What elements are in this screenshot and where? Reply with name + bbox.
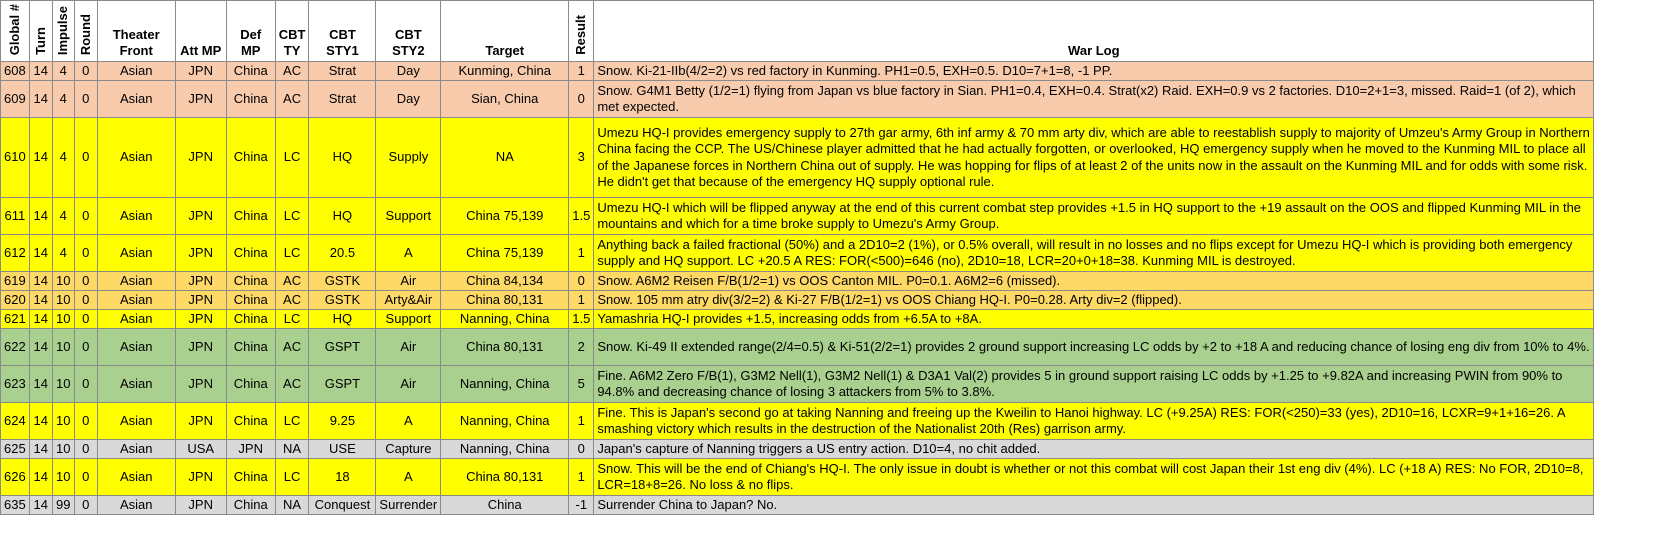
cell-impulse: 10 xyxy=(52,291,74,310)
cell-war-log: Snow. A6M2 Reisen F/B(1/2=1) vs OOS Canton MIL. P0=0.1. A6M2=6 (missed). xyxy=(594,272,1594,291)
cell-theater: Asian xyxy=(97,496,175,515)
cell-theater: Asian xyxy=(97,329,175,366)
header-theater: Theater Front xyxy=(97,1,175,62)
cell-impulse: 4 xyxy=(52,118,74,198)
cell-global: 609 xyxy=(1,81,30,118)
cell-war-log: Snow. 105 mm atry div(3/2=2) & Ki-27 F/B(1/2=1) vs OOS Chiang HQ-I. P0=0.28. Arty div=2 (flipped). xyxy=(594,291,1594,310)
cell-result: 5 xyxy=(569,366,594,403)
cell-turn: 14 xyxy=(29,81,52,118)
table-row xyxy=(1,272,1594,291)
cell-cbt-sty2: Day xyxy=(376,62,441,81)
cell-def-mp: China xyxy=(226,366,275,403)
cell-cbt-sty2: Day xyxy=(376,81,441,118)
cell-turn: 14 xyxy=(29,329,52,366)
cell-turn: 14 xyxy=(29,235,52,272)
header-war-log: War Log xyxy=(594,1,1594,62)
cell-target: China 75,139 xyxy=(441,235,569,272)
cell-cbt-sty1: GSTK xyxy=(309,291,376,310)
cell-def-mp: China xyxy=(226,81,275,118)
cell-cbt-sty1: 18 xyxy=(309,459,376,496)
cell-cbt-ty: LC xyxy=(275,310,309,329)
cell-war-log: Snow. Ki-49 II extended range(2/4=0.5) & Ki-51(2/2=1) provides 2 ground support increasing LC odds by +2 to +18 A and reducing chance of losing eng div from 10% to 4%. xyxy=(594,329,1594,366)
cell-cbt-sty1: 20.5 xyxy=(309,235,376,272)
cell-att-mp: JPN xyxy=(175,118,226,198)
cell-impulse: 10 xyxy=(52,310,74,329)
cell-result: 0 xyxy=(569,272,594,291)
cell-theater: Asian xyxy=(97,272,175,291)
table-row xyxy=(1,440,1594,459)
cell-result: 1 xyxy=(569,62,594,81)
cell-cbt-ty: NA xyxy=(275,440,309,459)
cell-cbt-sty1: Conquest xyxy=(309,496,376,515)
cell-theater: Asian xyxy=(97,459,175,496)
cell-war-log: Anything back a failed fractional (50%) and a 2D10=2 (1%), or 0.5% overall, will result in no losses and no flips except for Umezu HQ-I which is providing both emergency supply and HQ support. LC +20.5 A RES: FOR(<500)=646 (no), 2D10=18, LCR=20+0+18=38. Kunming MIL is destroyed. xyxy=(594,235,1594,272)
table-row xyxy=(1,403,1594,440)
cell-turn: 14 xyxy=(29,366,52,403)
cell-theater: Asian xyxy=(97,235,175,272)
table-row xyxy=(1,81,1594,118)
cell-target: Sian, China xyxy=(441,81,569,118)
cell-cbt-sty1: Strat xyxy=(309,81,376,118)
cell-cbt-ty: AC xyxy=(275,272,309,291)
header-round: Round xyxy=(74,1,97,62)
cell-round: 0 xyxy=(74,81,97,118)
cell-round: 0 xyxy=(74,291,97,310)
cell-cbt-sty2: Support xyxy=(376,198,441,235)
cell-turn: 14 xyxy=(29,291,52,310)
header-target: Target xyxy=(441,1,569,62)
cell-result: 1 xyxy=(569,403,594,440)
cell-cbt-ty: LC xyxy=(275,118,309,198)
cell-att-mp: JPN xyxy=(175,366,226,403)
cell-turn: 14 xyxy=(29,403,52,440)
cell-turn: 14 xyxy=(29,496,52,515)
cell-cbt-sty1: USE xyxy=(309,440,376,459)
cell-war-log: Snow. G4M1 Betty (1/2=1) flying from Japan vs blue factory in Sian. PH1=0.4, EXH=0.4. Strat(x2) Raid. EXH=0.9 vs 2 factories. D10=2+1=3, missed. Raid=1 (of 2), which met expected. xyxy=(594,81,1594,118)
table-row xyxy=(1,291,1594,310)
cell-result: 1.5 xyxy=(569,198,594,235)
cell-impulse: 4 xyxy=(52,62,74,81)
cell-global: 624 xyxy=(1,403,30,440)
cell-result: 2 xyxy=(569,329,594,366)
cell-round: 0 xyxy=(74,440,97,459)
cell-theater: Asian xyxy=(97,403,175,440)
cell-result: -1 xyxy=(569,496,594,515)
cell-att-mp: JPN xyxy=(175,81,226,118)
cell-cbt-ty: AC xyxy=(275,62,309,81)
cell-theater: Asian xyxy=(97,81,175,118)
cell-cbt-ty: LC xyxy=(275,198,309,235)
table-row xyxy=(1,366,1594,403)
cell-cbt-ty: AC xyxy=(275,81,309,118)
cell-round: 0 xyxy=(74,235,97,272)
cell-war-log: Japan's capture of Nanning triggers a US entry action. D10=4, no chit added. xyxy=(594,440,1594,459)
cell-theater: Asian xyxy=(97,198,175,235)
cell-result: 1 xyxy=(569,235,594,272)
header-cbt-sty2: CBT STY2 xyxy=(376,1,441,62)
cell-global: 622 xyxy=(1,329,30,366)
cell-round: 0 xyxy=(74,403,97,440)
cell-cbt-sty2: Capture xyxy=(376,440,441,459)
cell-att-mp: JPN xyxy=(175,272,226,291)
cell-def-mp: China xyxy=(226,272,275,291)
cell-def-mp: China xyxy=(226,496,275,515)
cell-target: Nanning, China xyxy=(441,310,569,329)
cell-turn: 14 xyxy=(29,440,52,459)
cell-theater: Asian xyxy=(97,291,175,310)
table-row xyxy=(1,198,1594,235)
cell-att-mp: JPN xyxy=(175,62,226,81)
cell-target: Kunming, China xyxy=(441,62,569,81)
cell-cbt-sty1: HQ xyxy=(309,118,376,198)
cell-theater: Asian xyxy=(97,366,175,403)
cell-impulse: 10 xyxy=(52,272,74,291)
header-turn: Turn xyxy=(29,1,52,62)
cell-global: 623 xyxy=(1,366,30,403)
cell-war-log: Umezu HQ-I provides emergency supply to 27th gar army, 6th inf army & 70 mm arty div, which are able to reestablish supply to majority of Umzeu's Army Group in Northern China facing the CCP. The US/Chinese player admitted that he had actually forgotten, or overlooked, HQ emergency supply when he moved to the Kunming MIL to place all of the Japanese forces in Northern China out of supply. He was hopping for flips of at least 2 of the units now in the assault on the Kunming MIL and for odds with some risk. He didn't get that because of the emergency HQ supply optional rule. xyxy=(594,118,1594,198)
cell-cbt-sty1: GSTK xyxy=(309,272,376,291)
cell-cbt-ty: LC xyxy=(275,235,309,272)
cell-round: 0 xyxy=(74,329,97,366)
cell-def-mp: China xyxy=(226,459,275,496)
cell-cbt-sty1: Strat xyxy=(309,62,376,81)
cell-round: 0 xyxy=(74,496,97,515)
table-row xyxy=(1,310,1594,329)
cell-def-mp: JPN xyxy=(226,440,275,459)
cell-impulse: 4 xyxy=(52,198,74,235)
cell-cbt-sty2: A xyxy=(376,403,441,440)
table-row xyxy=(1,329,1594,366)
cell-round: 0 xyxy=(74,459,97,496)
cell-att-mp: JPN xyxy=(175,459,226,496)
cell-global: 625 xyxy=(1,440,30,459)
cell-war-log: Fine. A6M2 Zero F/B(1), G3M2 Nell(1), G3M2 Nell(1) & D3A1 Val(2) provides 5 in ground support raising LC odds by +1.25 to +9.82A and increasing PWIN from 90% to 94.8% and decreasing chance of losing 3 attackers from 5% to 3.8%. xyxy=(594,366,1594,403)
cell-target: China 75,139 xyxy=(441,198,569,235)
cell-target: Nanning, China xyxy=(441,440,569,459)
cell-war-log: Umezu HQ-I which will be flipped anyway at the end of this current combat step provides +1.5 in HQ support to the +19 assault on the OOS and flipped Kunming MIL in the mountains and which for a time broke supply to Umezu's Army Group. xyxy=(594,198,1594,235)
cell-round: 0 xyxy=(74,198,97,235)
cell-turn: 14 xyxy=(29,62,52,81)
cell-turn: 14 xyxy=(29,272,52,291)
cell-att-mp: JPN xyxy=(175,310,226,329)
cell-global: 612 xyxy=(1,235,30,272)
cell-def-mp: China xyxy=(226,329,275,366)
cell-impulse: 99 xyxy=(52,496,74,515)
cell-target: China 80,131 xyxy=(441,459,569,496)
table-row xyxy=(1,496,1594,515)
cell-cbt-sty1: GSPT xyxy=(309,366,376,403)
cell-war-log: Yamashria HQ-I provides +1.5, increasing odds from +6.5A to +8A. xyxy=(594,310,1594,329)
cell-impulse: 10 xyxy=(52,440,74,459)
header-result: Result xyxy=(569,1,594,62)
table-row xyxy=(1,118,1594,198)
cell-turn: 14 xyxy=(29,459,52,496)
cell-impulse: 10 xyxy=(52,403,74,440)
cell-target: China 80,131 xyxy=(441,291,569,310)
cell-result: 0 xyxy=(569,81,594,118)
cell-target: China xyxy=(441,496,569,515)
cell-result: 1 xyxy=(569,291,594,310)
cell-att-mp: JPN xyxy=(175,198,226,235)
cell-impulse: 10 xyxy=(52,459,74,496)
cell-cbt-sty2: Air xyxy=(376,329,441,366)
cell-target: Nanning, China xyxy=(441,403,569,440)
cell-att-mp: JPN xyxy=(175,235,226,272)
cell-cbt-ty: AC xyxy=(275,366,309,403)
cell-target: China 84,134 xyxy=(441,272,569,291)
cell-global: 608 xyxy=(1,62,30,81)
cell-target: China 80,131 xyxy=(441,329,569,366)
cell-turn: 14 xyxy=(29,118,52,198)
header-impulse: Impulse xyxy=(52,1,74,62)
cell-war-log: Fine. This is Japan's second go at taking Nanning and freeing up the Kweilin to Hanoi highway. LC (+9.25A) RES: FOR(<250)=33 (yes), 2D10=16, LCXR=9+1+16=26. A smashing victory which results in the destruction of the Nationalist 20th (Res) garrison army. xyxy=(594,403,1594,440)
header-cbt-sty1: CBT STY1 xyxy=(309,1,376,62)
cell-cbt-ty: AC xyxy=(275,329,309,366)
cell-att-mp: JPN xyxy=(175,291,226,310)
cell-target: Nanning, China xyxy=(441,366,569,403)
cell-cbt-sty1: HQ xyxy=(309,198,376,235)
cell-theater: Asian xyxy=(97,440,175,459)
cell-theater: Asian xyxy=(97,62,175,81)
cell-att-mp: JPN xyxy=(175,329,226,366)
cell-att-mp: JPN xyxy=(175,403,226,440)
cell-result: 1.5 xyxy=(569,310,594,329)
cell-turn: 14 xyxy=(29,198,52,235)
cell-theater: Asian xyxy=(97,118,175,198)
cell-global: 610 xyxy=(1,118,30,198)
cell-cbt-sty2: A xyxy=(376,459,441,496)
cell-turn: 14 xyxy=(29,310,52,329)
cell-war-log: Snow. Ki-21-IIb(4/2=2) vs red factory in Kunming. PH1=0.5, EXH=0.5. D10=7+1=8, -1 PP. xyxy=(594,62,1594,81)
cell-def-mp: China xyxy=(226,235,275,272)
cell-cbt-ty: AC xyxy=(275,291,309,310)
cell-global: 619 xyxy=(1,272,30,291)
table-row xyxy=(1,62,1594,81)
cell-cbt-sty2: Surrender xyxy=(376,496,441,515)
cell-att-mp: JPN xyxy=(175,496,226,515)
cell-cbt-sty2: A xyxy=(376,235,441,272)
cell-round: 0 xyxy=(74,272,97,291)
cell-round: 0 xyxy=(74,62,97,81)
cell-cbt-sty2: Arty&Air xyxy=(376,291,441,310)
cell-result: 0 xyxy=(569,440,594,459)
cell-impulse: 10 xyxy=(52,329,74,366)
cell-global: 621 xyxy=(1,310,30,329)
cell-global: 635 xyxy=(1,496,30,515)
cell-cbt-sty2: Air xyxy=(376,366,441,403)
cell-target: NA xyxy=(441,118,569,198)
cell-round: 0 xyxy=(74,366,97,403)
cell-cbt-ty: LC xyxy=(275,403,309,440)
cell-impulse: 4 xyxy=(52,81,74,118)
table-row xyxy=(1,459,1594,496)
cell-att-mp: USA xyxy=(175,440,226,459)
cell-round: 0 xyxy=(74,310,97,329)
cell-cbt-ty: LC xyxy=(275,459,309,496)
cell-war-log: Surrender China to Japan? No. xyxy=(594,496,1594,515)
cell-impulse: 10 xyxy=(52,366,74,403)
cell-cbt-sty2: Supply xyxy=(376,118,441,198)
cell-round: 0 xyxy=(74,118,97,198)
header-global: Global # xyxy=(1,1,30,62)
header-def-mp: Def MP xyxy=(226,1,275,62)
cell-impulse: 4 xyxy=(52,235,74,272)
cell-cbt-sty2: Support xyxy=(376,310,441,329)
cell-theater: Asian xyxy=(97,310,175,329)
cell-cbt-ty: NA xyxy=(275,496,309,515)
cell-war-log: Snow. This will be the end of Chiang's HQ-I. The only issue in doubt is whether or not this combat will cost Japan their 1st eng div (4%). LC (+18 A) RES: No FOR, 2D10=8, LCR=18+8=26. No loss & no flips. xyxy=(594,459,1594,496)
cell-cbt-sty2: Air xyxy=(376,272,441,291)
cell-cbt-sty1: GSPT xyxy=(309,329,376,366)
cell-def-mp: China xyxy=(226,291,275,310)
cell-result: 3 xyxy=(569,118,594,198)
cell-def-mp: China xyxy=(226,118,275,198)
header-row xyxy=(1,1,1594,62)
cell-global: 611 xyxy=(1,198,30,235)
cell-def-mp: China xyxy=(226,62,275,81)
cell-def-mp: China xyxy=(226,310,275,329)
cell-global: 626 xyxy=(1,459,30,496)
table-row xyxy=(1,235,1594,272)
cell-global: 620 xyxy=(1,291,30,310)
cell-cbt-sty1: 9.25 xyxy=(309,403,376,440)
cell-def-mp: China xyxy=(226,403,275,440)
cell-def-mp: China xyxy=(226,198,275,235)
cell-cbt-sty1: HQ xyxy=(309,310,376,329)
header-att-mp: Att MP xyxy=(175,1,226,62)
cell-result: 1 xyxy=(569,459,594,496)
header-cbt-ty: CBT TY xyxy=(275,1,309,62)
